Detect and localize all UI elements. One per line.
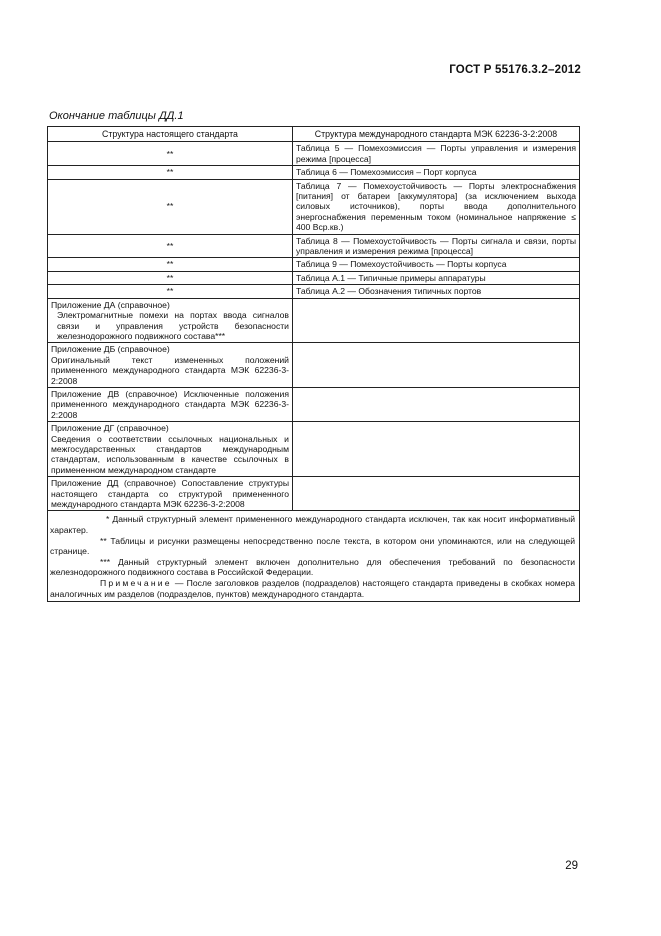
row-marker: ** bbox=[48, 271, 293, 284]
appendix-row bbox=[48, 387, 580, 421]
table-note bbox=[50, 578, 575, 599]
appendix-dg-reference bbox=[293, 422, 580, 477]
row-reference: Таблица 9 — Помехоустойчивость — Порты корпуса bbox=[293, 258, 580, 271]
row-marker: ** bbox=[48, 179, 293, 234]
footnote: *** Данный структурный элемент включен дополнительно для обеспечения требований по безопасности железнодорожного подвижного состава в Российской Федерации. bbox=[50, 556, 575, 578]
row-reference: Таблица 7 — Помехоустойчивость — Порты электроснабжения [питания] от батареи [аккумулятора] (за исключением выхода силовых источников), порты ввода дополнительного энергоснабжения переменным током (номинальное напряжение ≤ 400 Вср.кв.) bbox=[293, 179, 580, 234]
appendix-text: Оригинальный текст измененных положений примененного международного стандарта МЭК 62236-3-2:2008 bbox=[51, 354, 289, 386]
appendix-text: Электромагнитные помехи на портах ввода сигналов связи и управления устройств безопасности железнодорожного подвижного состава*** bbox=[57, 310, 289, 341]
table-row bbox=[48, 258, 580, 271]
row-reference: Таблица 5 — Помехоэмиссия — Порты управления и измерения режима [процесса] bbox=[293, 142, 580, 166]
appendix-dd bbox=[48, 477, 293, 511]
footnotes-cell bbox=[48, 511, 580, 602]
note-text: — После заголовков разделов (подразделов) настоящего стандарта приведены в скобках номера аналогичных им разделов (подразделов, пунктов) международного стандарта. bbox=[50, 577, 575, 599]
row-marker: ** bbox=[48, 285, 293, 298]
appendix-da bbox=[48, 298, 293, 343]
row-reference: Таблица А.1 — Типичные примеры аппаратуры bbox=[293, 271, 580, 284]
table-row bbox=[48, 285, 580, 298]
table-row bbox=[48, 234, 580, 258]
table-caption: Окончание таблицы ДД.1 bbox=[49, 110, 184, 122]
appendix-title: Приложение ДВ (справочное) Исключенные положения примененного международного стандарта МЭК 62236-3-2:2008 bbox=[51, 388, 289, 420]
appendix-row bbox=[48, 343, 580, 388]
appendix-row bbox=[48, 422, 580, 477]
row-marker: ** bbox=[48, 258, 293, 271]
row-marker: ** bbox=[48, 166, 293, 179]
appendix-title: Приложение ДД (справочное) Сопоставление структуры настоящего стандарта со структурой примененного международного стандарта МЭК 62236-3-2:2008 bbox=[51, 478, 289, 509]
page-number: 29 bbox=[565, 860, 578, 872]
comparison-table bbox=[47, 126, 580, 602]
appendix-title: Приложение ДА (справочное) bbox=[51, 299, 170, 310]
table-row bbox=[48, 142, 580, 166]
footnote: * Данный структурный элемент примененного международного стандарта исключен, так как носит информативный характер. bbox=[50, 514, 575, 535]
row-reference: Таблица А.2 — Обозначения типичных портов bbox=[293, 285, 580, 298]
appendix-dd-reference bbox=[293, 477, 580, 511]
footnotes-row bbox=[48, 511, 580, 602]
appendix-dv-reference bbox=[293, 387, 580, 421]
column-header-international: Структура международного стандарта МЭК 62236-3-2:2008 bbox=[293, 127, 580, 142]
table-row bbox=[48, 179, 580, 234]
row-reference: Таблица 6 — Помехоэмиссия – Порт корпуса bbox=[293, 166, 580, 179]
footnote: ** Таблицы и рисунки размещены непосредственно после текста, в котором они упоминаются, или на следующей странице. bbox=[50, 535, 575, 557]
column-header-current: Структура настоящего стандарта bbox=[48, 127, 293, 142]
row-marker: ** bbox=[48, 142, 293, 166]
table-row bbox=[48, 166, 580, 179]
appendix-title: Приложение ДГ (справочное) bbox=[51, 423, 169, 434]
row-reference: Таблица 8 — Помехоустойчивость — Порты сигнала и связи, порты управления и измерения режима [процесса] bbox=[293, 234, 580, 258]
appendix-db-reference bbox=[293, 343, 580, 388]
appendix-title: Приложение ДБ (справочное) bbox=[51, 344, 170, 355]
row-marker: ** bbox=[48, 234, 293, 258]
appendix-dg bbox=[48, 422, 293, 477]
appendix-text: Сведения о соответствии ссылочных национальных и межгосударственных стандартов международным стандартам, использованным в качестве ссылочных в примененном международном стандарте bbox=[51, 433, 289, 475]
appendix-db bbox=[48, 343, 293, 388]
appendix-row bbox=[48, 477, 580, 511]
appendix-dv bbox=[48, 387, 293, 421]
table-row bbox=[48, 271, 580, 284]
appendix-da-reference bbox=[293, 298, 580, 343]
table-header-row bbox=[48, 127, 580, 142]
appendix-row bbox=[48, 298, 580, 343]
note-label: Примечание bbox=[100, 577, 172, 588]
document-standard-header: ГОСТ Р 55176.3.2–2012 bbox=[449, 64, 581, 76]
